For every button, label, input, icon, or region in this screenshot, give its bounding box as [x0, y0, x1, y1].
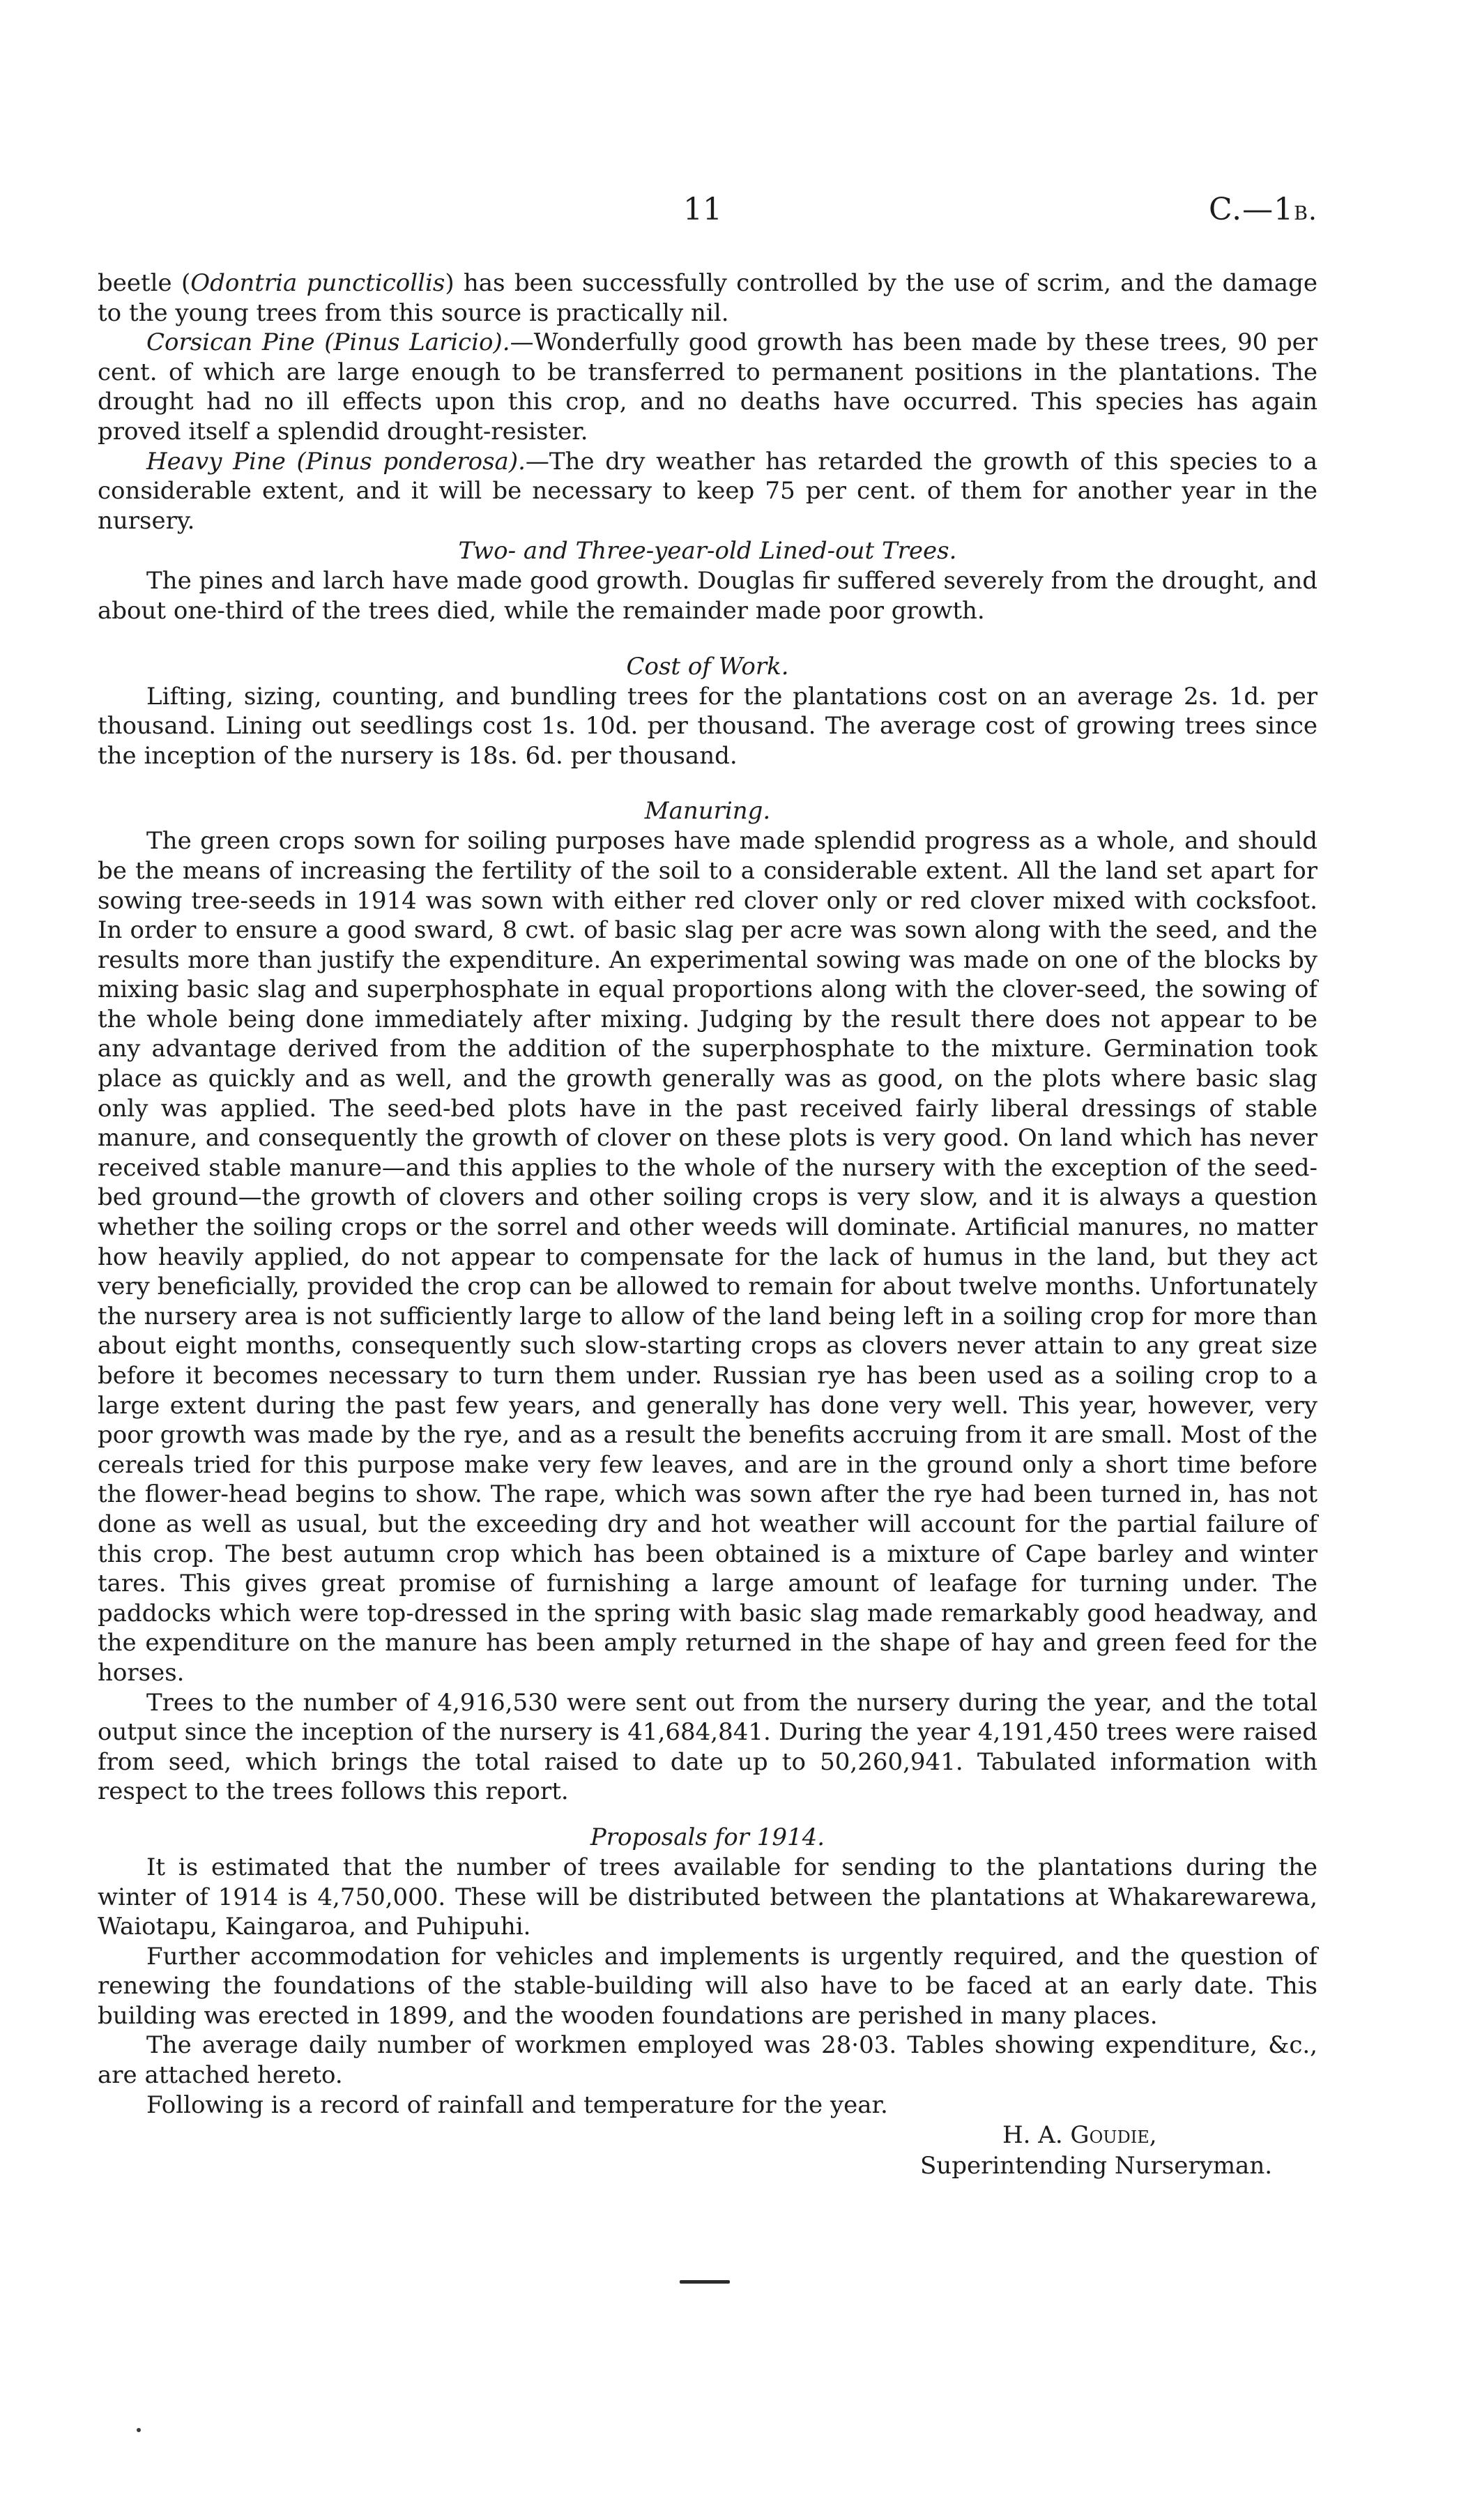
series-code-suffix: b.	[1294, 195, 1317, 226]
paragraph-lined-out-trees: The pines and larch have made good growth. Douglas fir suffered severely from the drought, and about one-third of the trees died, while the remainder made poor growth.	[98, 567, 1317, 625]
report-body	[98, 268, 1317, 2120]
series-code	[1209, 192, 1317, 227]
paragraph-corsican-pine	[98, 328, 1317, 446]
running-head	[98, 192, 1317, 234]
heading-lined-out-trees: Two- and Three-year-old Lined-out Trees.	[458, 537, 957, 566]
signatory-title: Superintending Nurseryman.	[920, 2152, 1273, 2180]
page-number: 11	[683, 192, 722, 227]
corsican-pine-body: —Wonderfully good growth has been made by these trees, 90 per cent. of which are large enough to be transferred to permanent positions in the plantations. The drought had no ill effects upon this crop, and no deaths have occurred. This species has again proved itself a splendid drought-resister.	[98, 328, 1318, 446]
signatory-name: H. A. Goudie,	[1002, 2121, 1157, 2149]
paragraph-heavy-pine	[98, 447, 1317, 536]
beetle-text-start: beetle (	[98, 269, 191, 297]
paragraph-trees-output: Trees to the number of 4,916,530 were sent out from the nursery during the year, and the total output since the inception of the nursery is 41,684,841. During the year 4,191,450 trees were raised from seed, which brings the total raised to date up to 50,260,941. Tabulated information with respect to the trees follows this report.	[98, 1688, 1317, 1806]
beetle-text-end: ) has been successfully controlled by the use of scrim, and the damage to the young trees from this source is practically nil.	[98, 269, 1317, 327]
section-gap	[98, 1807, 1317, 1822]
heading-proposals: Proposals for 1914.	[590, 1823, 825, 1851]
corsican-pine-lead: Corsican Pine (Pinus Laricio).	[146, 328, 510, 357]
paragraph-manuring: The green crops sown for soiling purposes have made splendid progress as a whole, and should be the means of increasing the fertility of the soil to a considerable extent. All the land set apart for sowing tree-seeds in 1914 was sown with either red clover only or red clover mixed with cocksfoot. In order to ensure a good sward, 8 cwt. of basic slag per acre was sown along with the seed, and the results more than justify the expenditure. An experimental sowing was made on one of the blocks by mixing basic slag and superphosphate in equal proportions along with the clover-seed, the sowing of the whole being done immediately after mixing. Judging by the result there does not appear to be any advantage derived from the addition of the superphosphate to the mixture. Germination took place as quickly and as well, and the growth generally was as good, on the plots where basic slag only was applied. The seed-bed plots have in the past received fairly liberal dressings of stable manure, and consequently the growth of clover on these plots is very good. On land which has never received stable manure—and this applies to the whole of the nursery with the exception of the seed-bed ground—the growth of clovers and other soiling crops is very slow, and it is always a question whether the soiling crops or the sorrel and other weeds will dominate. Artificial manures, no matter how heavily applied, do not appear to compensate for the lack of humus in the land, but they act very beneficially, provided the crop can be allowed to remain for about twelve months. Unfortunately the nursery area is not sufficiently large to allow of the land being left in a soiling crop for more than about eight months, consequently such slow-starting crops as clovers never attain to any great size before it becomes necessary to turn them under. Russian rye has been used as a soiling crop to a large extent during the past few years, and generally has done very well. This year, however, very poor growth was made by the rye, and as a result the benefits accruing from it are small. Most of the cereals tried for this purpose make very few leaves, and are in the ground only a short time before the flower-head begins to show. The rape, which was sown after the rye had been turned in, has not done as well as usual, but the exceeding dry and hot weather will account for the partial failure of this crop. The best autumn crop which has been obtained is a mixture of Cape barley and winter tares. This gives great promise of furnishing a large amount of leafage for turning under. The paddocks which were top-dressed in the spring with basic slag made remarkably good headway, and the expenditure on the manure has been amply returned in the shape of hay and green feed for the horses.	[98, 827, 1317, 1687]
heavy-pine-body: —The dry weather has retarded the growth of this species to a considerable extent, and it will be necessary to keep 75 per cent. of them for another year in the nursery.	[98, 447, 1317, 535]
ink-speck	[137, 2428, 141, 2432]
paragraph-cost-of-work: Lifting, sizing, counting, and bundling trees for the plantations cost on an average 2s. 1d. per thousand. Lining out seedlings cost 1s. 10d. per thousand. The average cost of growing trees since the inception of the nursery is 18s. 6d. per thousand.	[98, 682, 1317, 770]
paragraph-beetle	[98, 268, 1317, 328]
paragraph-proposals-trees: It is estimated that the number of trees available for sending to the plantations during the winter of 1914 is 4,750,000. These will be distributed between the plantations at Whakarewarewa, Waiotapu, Kaingaroa, and Puhipuhi.	[98, 1853, 1317, 1941]
series-code-prefix: C.—1	[1209, 192, 1294, 227]
beetle-species: Odontria puncticollis	[190, 269, 445, 297]
signature-block	[920, 2120, 1272, 2181]
paragraph-accommodation: Further accommodation for vehicles and implements is urgently required, and the question of renewing the foundations of the stable-building will also have to be faced at an early date. This building was erected in 1899, and the wooden foundations are perished in many places.	[98, 1942, 1317, 2030]
closing-rule	[680, 2280, 730, 2284]
heading-manuring: Manuring.	[644, 797, 771, 826]
paragraph-workmen: The average daily number of workmen employed was 28·03. Tables showing expenditure, &c., are attached hereto.	[98, 2031, 1317, 2090]
section-gap	[98, 771, 1317, 796]
heading-cost-of-work: Cost of Work.	[626, 652, 789, 681]
heavy-pine-lead: Heavy Pine (Pinus ponderosa).	[146, 447, 526, 476]
paragraph-rainfall-record: Following is a record of rainfall and temperature for the year.	[146, 2090, 888, 2119]
section-gap	[98, 626, 1317, 651]
